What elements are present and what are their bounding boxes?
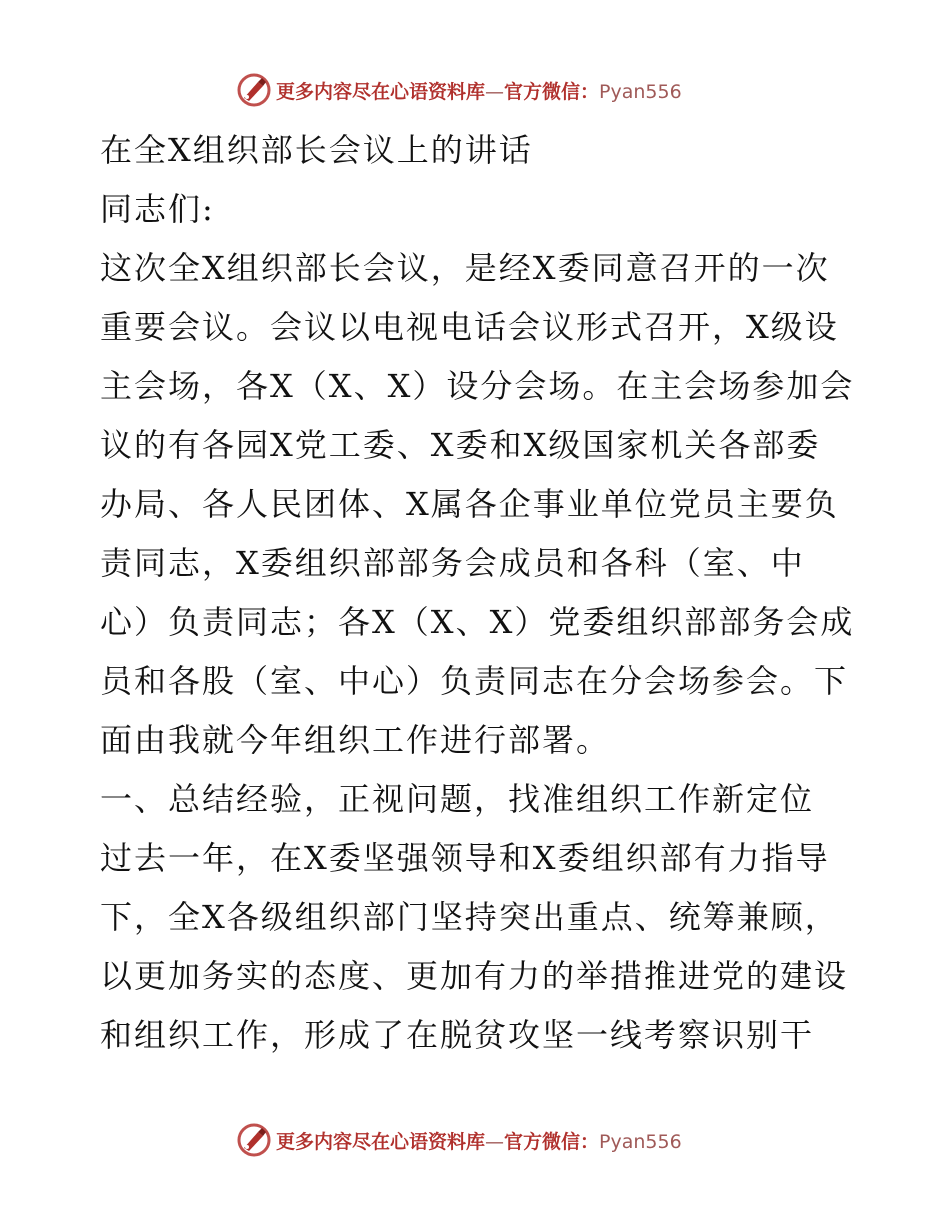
banner-separator: — — [485, 1130, 505, 1153]
paragraph-line: 议的有各园X党工委、X委和X级国家机关各部委 — [100, 426, 821, 464]
paragraph-line: 重要会议。会议以电视电话会议形式召开，X级设 — [100, 308, 839, 346]
banner-main-text: 更多内容尽在心语资料库 — [276, 1130, 486, 1153]
paragraph-line: 以更加务实的态度、更加有力的举措推进党的建设 — [100, 957, 849, 995]
paragraph-line: 主会场，各X（X、X）设分会场。在主会场参加会 — [100, 367, 855, 405]
section-heading-1: 一、总结经验，正视问题，找准组织工作新定位 — [100, 780, 815, 818]
paragraph-2 — [100, 829, 860, 1065]
paragraph-1 — [100, 239, 860, 770]
paragraph-line: 责同志，X委组织部部务会成员和各科（室、中 — [100, 544, 805, 582]
salutation: 同志们: — [100, 190, 215, 228]
banner-wechat-label: 官方微信： — [504, 1130, 600, 1153]
paragraph-line: 和组织工作，形成了在脱贫攻坚一线考察识别干 — [100, 1016, 815, 1054]
paragraph-line: 心）负责同志；各X（X、X）党委组织部部务会成 — [100, 603, 855, 641]
banner-wechat-label: 官方微信： — [504, 80, 600, 103]
banner-wechat-id: Pyan556 — [599, 80, 682, 103]
footer-banner — [236, 1120, 682, 1160]
document-body — [100, 121, 860, 1065]
brand-logo-icon — [236, 72, 272, 108]
banner-text — [276, 1127, 682, 1154]
banner-wechat-id: Pyan556 — [599, 1130, 682, 1153]
paragraph-line: 下，全X各级组织部门坚持突出重点、统筹兼顾， — [100, 898, 839, 936]
paragraph-line: 员和各股（室、中心）负责同志在分会场参会。下 — [100, 662, 849, 700]
header-banner — [236, 70, 682, 110]
banner-main-text: 更多内容尽在心语资料库 — [276, 80, 486, 103]
document-title: 在全X组织部长会议上的讲话 — [100, 131, 533, 169]
banner-text — [276, 77, 682, 104]
paragraph-line: 过去一年，在X委坚强领导和X委组织部有力指导 — [100, 839, 830, 877]
banner-separator: — — [485, 80, 505, 103]
paragraph-line: 这次全X组织部长会议，是经X委同意召开的一次 — [100, 249, 830, 287]
brand-logo-icon — [236, 1122, 272, 1158]
paragraph-line: 办局、各人民团体、X属各企事业单位党员主要负 — [100, 485, 839, 523]
paragraph-line: 面由我就今年组织工作进行部署。 — [100, 721, 611, 759]
